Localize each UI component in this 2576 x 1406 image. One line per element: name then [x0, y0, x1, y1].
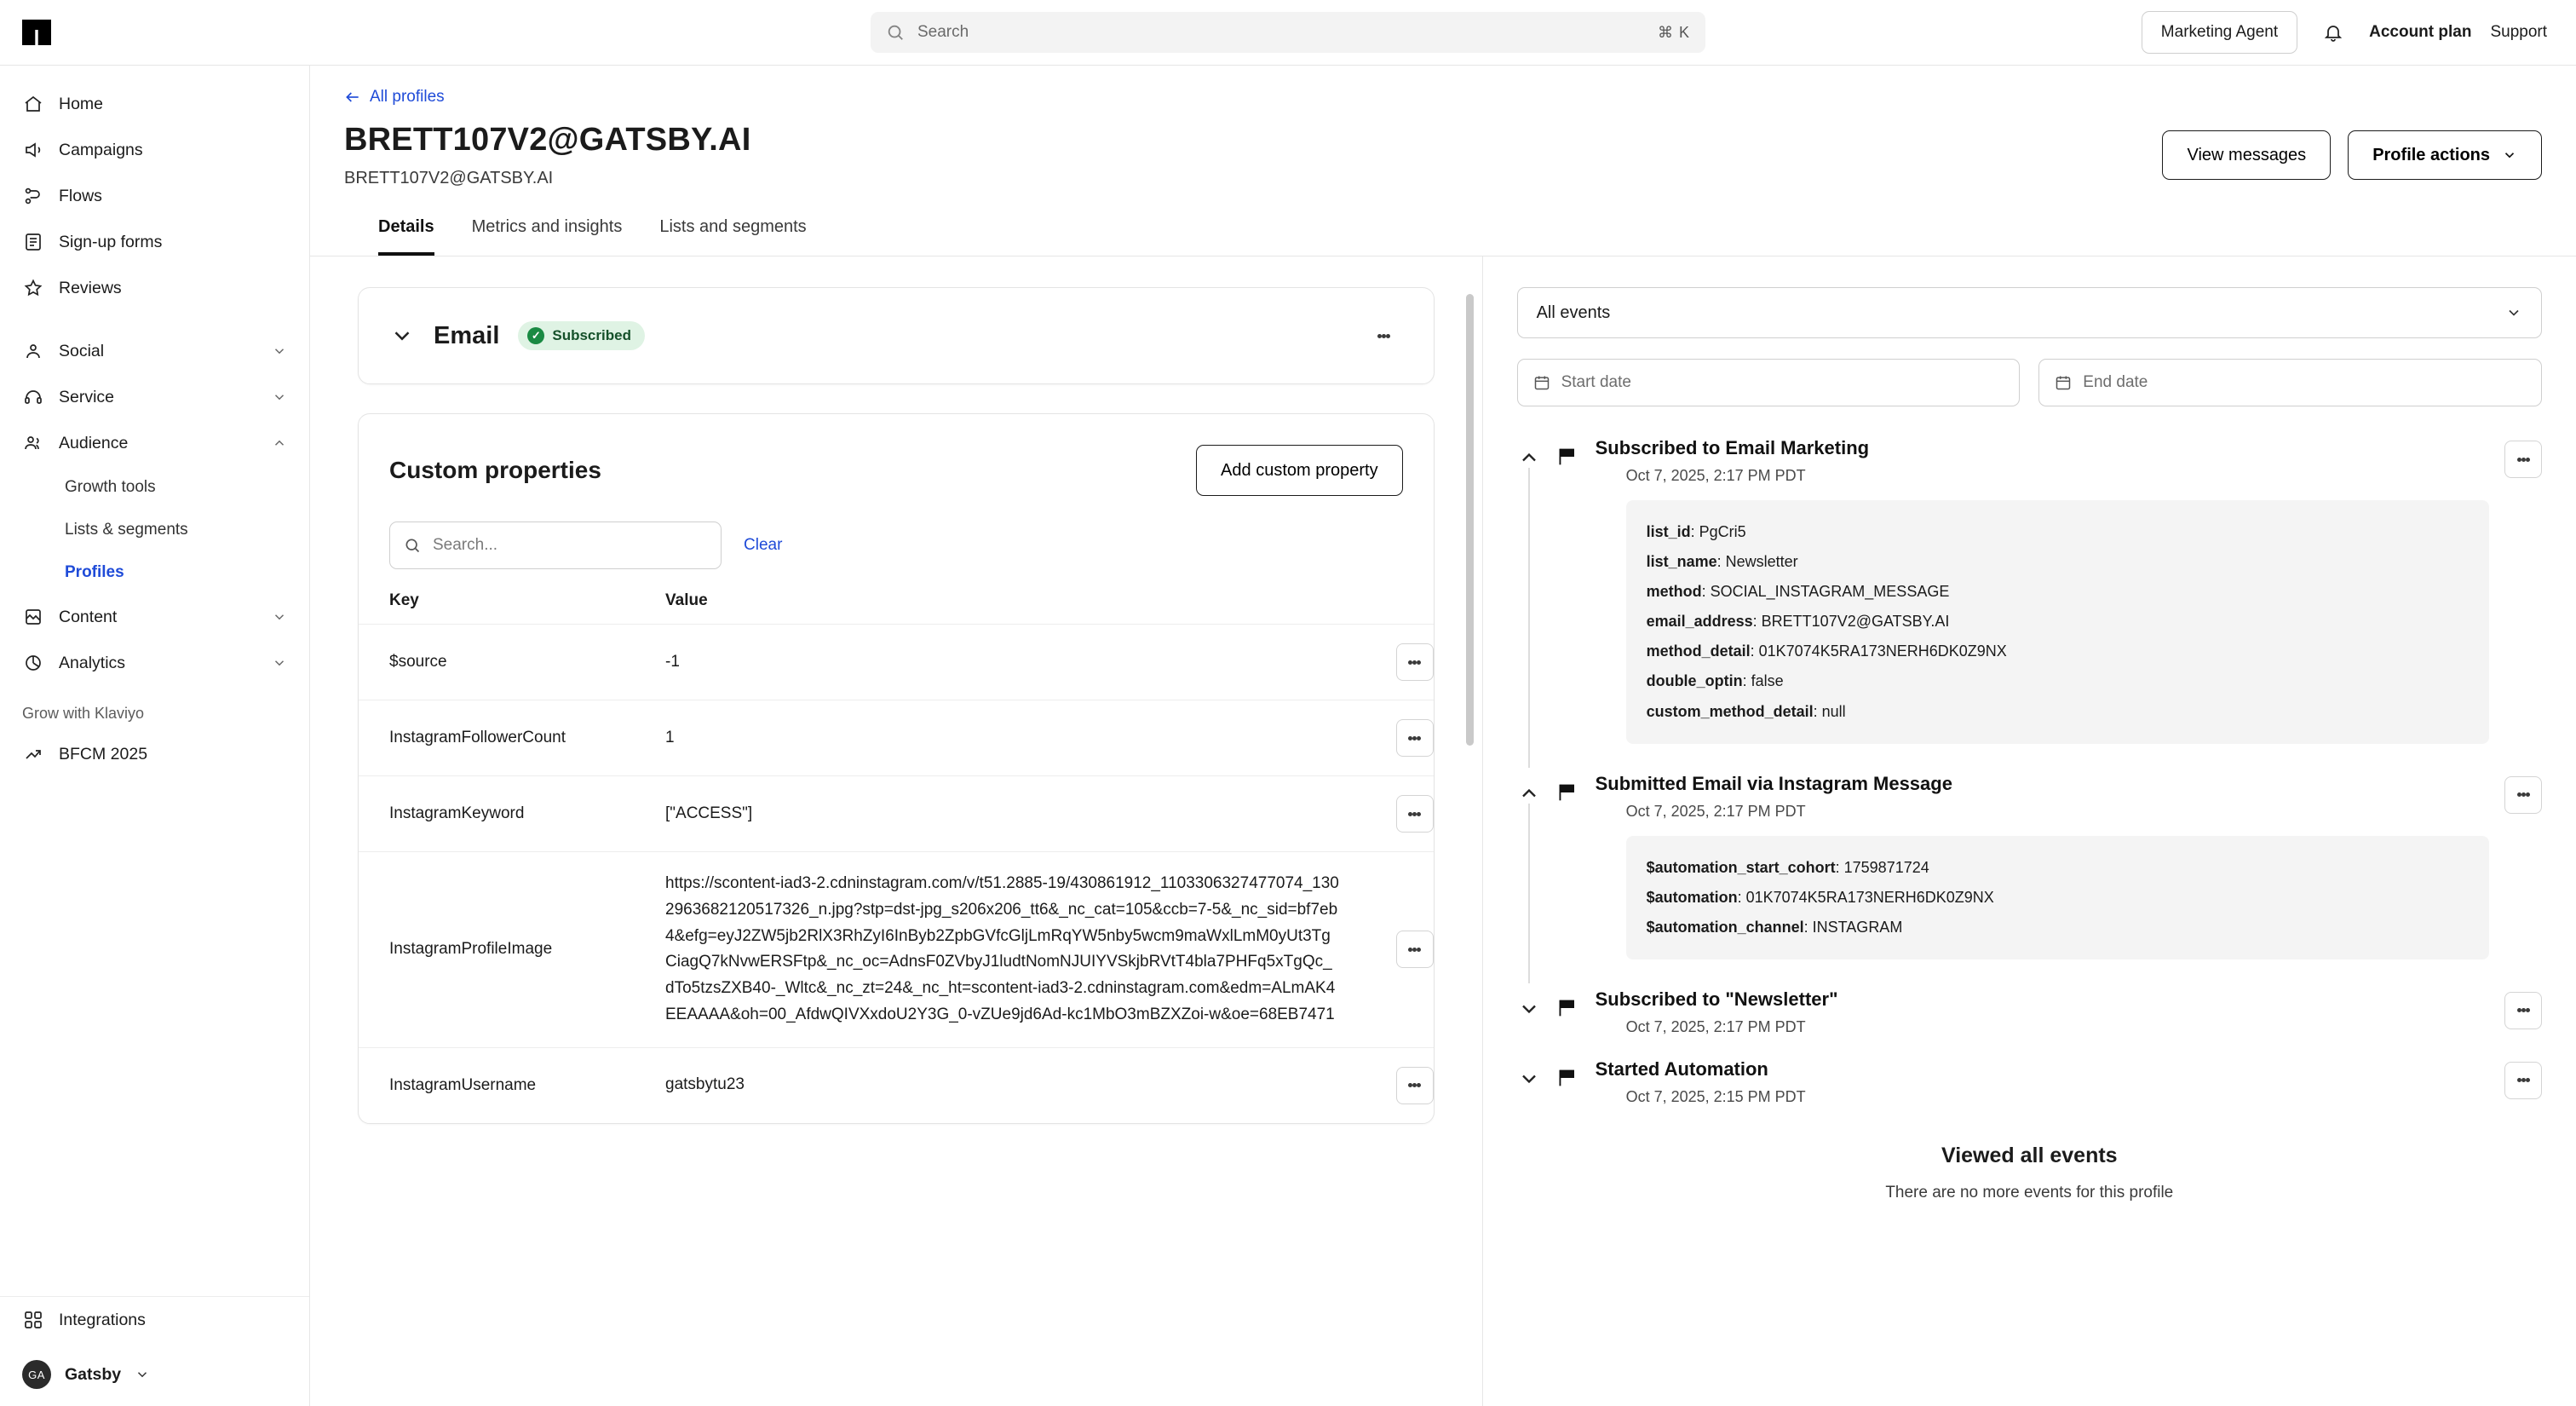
detail-value: null: [1821, 702, 1846, 720]
sidebar-label: Campaigns: [59, 140, 143, 159]
chevron-down-icon: [2505, 304, 2522, 321]
check-icon: ✓: [527, 327, 544, 344]
title-row: [344, 122, 2542, 188]
timeline-event-kebab-menu[interactable]: [2504, 1062, 2542, 1099]
sidebar-label: Content: [59, 607, 118, 626]
search-icon: [886, 23, 905, 42]
row-actions-cell: [1340, 625, 1434, 700]
row-actions-cell: [1340, 776, 1434, 852]
detail-line: email_address: BRETT107V2@GATSBY.AI: [1646, 613, 1950, 631]
table-body: [359, 625, 1434, 1123]
timeline-rail: [1528, 804, 1530, 983]
detail-line: $automation: 01K7074K5RA173NERH6DK0Z9NX: [1646, 888, 1994, 906]
email-card-menu-wrap: [1366, 317, 1403, 354]
top-bar: [0, 0, 2576, 66]
body: [0, 66, 2576, 1406]
timeline-event-time: Oct 7, 2025, 2:17 PM PDT: [1625, 1017, 1806, 1035]
sidebar-item-home[interactable]: [0, 81, 309, 127]
table-head: [359, 591, 1434, 625]
custom-properties-search[interactable]: [389, 521, 722, 569]
timeline-event-kebab-menu[interactable]: [2504, 776, 2542, 814]
chevron-down-icon: [272, 609, 287, 625]
timeline-event-title: Submitted Email via Instagram Message: [1595, 772, 1952, 794]
sidebar: [0, 66, 310, 1406]
custom-properties-search-row: [359, 496, 1434, 569]
title-block: [344, 122, 750, 188]
sidebar-item-bfcm-2025[interactable]: [0, 731, 309, 777]
flag-icon: [1556, 445, 1580, 469]
property-value: -1: [665, 625, 1340, 700]
sidebar-label: Sign-up forms: [59, 232, 163, 251]
column-header-value: Value: [665, 591, 708, 609]
sidebar-group-analytics[interactable]: [0, 640, 309, 686]
detail-value: PgCri5: [1699, 523, 1746, 540]
search-input[interactable]: [916, 22, 1658, 43]
end-date-placeholder: End date: [2083, 373, 2148, 391]
timeline-event: [1517, 773, 2542, 988]
view-messages-button[interactable]: [2162, 130, 2331, 180]
detail-key: $automation_channel: [1646, 918, 1804, 936]
view-messages-label: View messages: [2187, 145, 2307, 164]
detail-value: INSTAGRAM: [1812, 918, 1903, 936]
grow-with-klaviyo-label: Grow with Klaviyo: [22, 705, 145, 722]
integrations-icon: [22, 1309, 44, 1331]
timeline-event-title: Started Automation: [1595, 1057, 1768, 1080]
timeline-event-body: [1596, 988, 2489, 1036]
global-search[interactable]: [871, 12, 1705, 53]
bell-icon: [2323, 22, 2343, 43]
details-scrollbar[interactable]: [1466, 294, 1474, 746]
chevron-down-icon: [272, 389, 287, 405]
main-content: [310, 66, 2576, 1406]
page-title: BRETT107V2@GATSBY.AI: [344, 122, 751, 158]
profile-header: [310, 66, 2576, 256]
sidebar-item-lists-segments[interactable]: [0, 509, 309, 551]
detail-line: double_optin: false: [1646, 672, 1784, 690]
detail-line: method: SOCIAL_INSTAGRAM_MESSAGE: [1646, 583, 1950, 601]
row-kebab-menu[interactable]: [1396, 795, 1434, 833]
detail-key: method_detail: [1646, 642, 1751, 660]
flows-icon: [22, 185, 44, 207]
account-switcher[interactable]: [0, 1343, 309, 1406]
timeline-event-time: Oct 7, 2025, 2:17 PM PDT: [1625, 802, 1806, 820]
sidebar-label: Service: [59, 387, 115, 406]
search-shortcut: ⌘ K: [1657, 23, 1690, 41]
campaigns-icon: [22, 139, 44, 161]
sidebar-item-profiles[interactable]: [0, 551, 309, 594]
column-header-actions: [1340, 591, 1434, 625]
calendar-icon: [1533, 374, 1550, 391]
row-actions-cell: [1340, 700, 1434, 776]
tab-metrics-and-insights[interactable]: Metrics and insights: [471, 217, 623, 236]
custom-properties-table: [359, 591, 1434, 1123]
chevron-down-icon: [272, 343, 287, 359]
timeline-event-body: [1596, 437, 2489, 768]
analytics-icon: [22, 652, 44, 674]
chevron-up-icon[interactable]: [1517, 446, 1541, 470]
flag-icon: [1556, 781, 1580, 804]
sidebar-label: Reviews: [59, 278, 122, 297]
property-value: gatsbytu23: [665, 1047, 1340, 1123]
reviews-icon: [22, 277, 44, 299]
detail-value: 01K7074K5RA173NERH6DK0Z9NX: [1758, 642, 2007, 660]
table-row: [359, 776, 1434, 852]
clear-search-link[interactable]: Clear: [744, 536, 783, 554]
email-channel-label: Email: [434, 321, 500, 349]
detail-value: Newsletter: [1725, 553, 1798, 571]
table-row: [359, 1047, 1434, 1123]
profile-tabs: [344, 188, 2542, 256]
add-custom-property-button[interactable]: Add custom property: [1196, 445, 1403, 496]
service-icon: [22, 386, 44, 408]
forms-icon: [22, 231, 44, 253]
row-actions-cell: [1340, 1047, 1434, 1123]
calendar-icon: [2055, 374, 2072, 391]
trend-up-icon: [22, 743, 44, 765]
timeline-event: [1517, 437, 2542, 773]
detail-line: list_name: Newsletter: [1646, 553, 1798, 571]
detail-line: custom_method_detail: null: [1646, 702, 1846, 720]
viewed-all-events-title: Viewed all events: [1941, 1143, 2118, 1167]
chevron-down-icon: [2502, 147, 2517, 163]
chevron-down-icon: [135, 1367, 150, 1382]
sidebar-label: Analytics: [59, 653, 126, 672]
event-timeline: [1517, 437, 2542, 1202]
sidebar-sub-label: Growth tools: [65, 478, 156, 496]
back-to-all-profiles-link[interactable]: [344, 88, 445, 107]
timeline-event-details: [1626, 836, 2489, 959]
detail-key: $automation: [1646, 888, 1738, 906]
klaviyo-logo-icon[interactable]: [22, 20, 51, 45]
tab-details[interactable]: Details: [378, 217, 434, 256]
property-key: InstagramProfileImage: [359, 852, 665, 1048]
table-header-row: [359, 591, 1434, 625]
email-channel-card: [358, 287, 1435, 384]
activity-panel: [1483, 256, 2576, 1406]
sidebar-item-campaigns[interactable]: [0, 127, 309, 173]
sidebar-bottom: [0, 1296, 309, 1406]
profile-actions-label: Profile actions: [2372, 145, 2490, 164]
sidebar-label: Social: [59, 341, 105, 360]
sidebar-label: Flows: [59, 186, 102, 205]
arrow-left-icon: [344, 89, 361, 106]
viewed-all-events-sub: There are no more events for this profile: [1885, 1183, 2174, 1201]
timeline-event: [1517, 988, 2542, 1058]
sidebar-label: BFCM 2025: [59, 744, 148, 764]
column-header-key: Key: [389, 591, 419, 609]
search-icon: [404, 537, 421, 554]
property-value: https://scontent-iad3-2.cdninstagram.com/v/t51.2885-19/430861912_1103306327477074_1302963682120517326_n.jpg?stp=dst-jpg_s206x206_tt6&_nc_cat=105&ccb=7-5&_nc_sid=bf7eb4&efg=eyJ2ZW5jb2RlX3RhZyI6InByb2ZpbGVfcGljLmRqYW5nby5wcm9maWxlLmM0yUt3TgCiagQ7kNvwERSFtp&_nc_oc=AdnsF0ZVbyJ1ludtNomNJUIYVSkjbRVtT4bla7PHFq5xTgQc_dTo5tzsZXB40-_Wltc&_nc_zt=24&_nc_ht=scontent-iad3-2.cdninstagram.com&edm=ALmAK4EEAAAA&oh=00_AfdwQIVXxdoU2Y3G_0-vZUe9jd6Ad-kc1MbO3mBZXZoi-w&oe=68EB7471: [665, 852, 1340, 1048]
property-value: 1: [665, 700, 1340, 776]
email-card-kebab-menu[interactable]: [1366, 317, 1403, 354]
property-value: ["ACCESS"]: [665, 776, 1340, 852]
sidebar-item-reviews[interactable]: [0, 265, 309, 311]
timeline-event-kebab-menu[interactable]: [2504, 992, 2542, 1029]
custom-properties-card: [358, 413, 1435, 1124]
detail-key: list_name: [1646, 553, 1717, 571]
chevron-down-icon[interactable]: [1517, 1067, 1541, 1091]
timeline-event-body: [1596, 773, 2489, 983]
table-row: [359, 625, 1434, 700]
timeline-event-title: Subscribed to "Newsletter": [1595, 988, 1838, 1010]
flag-icon: [1556, 1066, 1580, 1090]
avatar: GA: [22, 1360, 51, 1389]
property-key: InstagramUsername: [359, 1047, 665, 1123]
row-actions-cell: [1340, 852, 1434, 1048]
sidebar-group-service[interactable]: [0, 374, 309, 420]
timeline-end-message: [1517, 1144, 2542, 1202]
timeline-event-time: Oct 7, 2025, 2:15 PM PDT: [1625, 1087, 1806, 1105]
details-panel: [310, 256, 1483, 1406]
property-key: InstagramKeyword: [359, 776, 665, 852]
property-key: InstagramFollowerCount: [359, 700, 665, 776]
end-date-field[interactable]: [2038, 359, 2542, 406]
custom-properties-header: [359, 414, 1434, 496]
detail-value: 01K7074K5RA173NERH6DK0Z9NX: [1745, 888, 1994, 906]
status-badge-label: Subscribed: [552, 327, 631, 343]
audience-icon: [22, 432, 44, 454]
timeline-rail: [1528, 468, 1530, 768]
row-kebab-menu[interactable]: [1396, 1067, 1434, 1104]
account-plan-link[interactable]: Account plan: [2369, 23, 2472, 41]
timeline-event-body: [1596, 1058, 2489, 1106]
flag-icon: [1556, 996, 1580, 1020]
table-row: [359, 852, 1434, 1048]
chevron-down-icon[interactable]: [1517, 997, 1541, 1021]
account-name: Gatsby: [65, 1364, 122, 1384]
content-split: [310, 256, 2576, 1406]
chevron-up-icon[interactable]: [1517, 781, 1541, 805]
sidebar-sub-label: Profiles: [65, 563, 124, 581]
timeline-event: [1517, 1058, 2542, 1115]
detail-key: $automation_start_cohort: [1646, 858, 1836, 876]
detail-key: list_id: [1646, 523, 1691, 540]
detail-key: method: [1646, 583, 1702, 601]
back-link-label: All profiles: [370, 88, 445, 106]
social-icon: [22, 340, 44, 362]
chevron-down-icon[interactable]: [389, 323, 415, 349]
detail-value: 1759871724: [1843, 858, 1929, 876]
event-filter-select[interactable]: [1517, 287, 2542, 338]
row-kebab-menu[interactable]: [1396, 719, 1434, 757]
content-icon: [22, 606, 44, 628]
date-range-row: [1517, 359, 2542, 406]
detail-line: method_detail: 01K7074K5RA173NERH6DK0Z9NX: [1646, 642, 2007, 660]
chevron-up-icon: [272, 435, 287, 451]
timeline-event-kebab-menu[interactable]: [2504, 441, 2542, 478]
status-badge: [518, 321, 645, 350]
property-key: $source: [359, 625, 665, 700]
sidebar-label: Audience: [59, 433, 129, 452]
support-link[interactable]: Support: [2490, 23, 2547, 41]
table-row: [359, 700, 1434, 776]
tab-lists-and-segments[interactable]: Lists and segments: [659, 217, 807, 236]
timeline-event-details: [1626, 500, 2489, 744]
detail-key: double_optin: [1646, 672, 1743, 690]
start-date-field[interactable]: [1517, 359, 2021, 406]
page-subtitle: BRETT107V2@GATSBY.AI: [344, 169, 554, 187]
detail-key: email_address: [1646, 613, 1753, 631]
chevron-down-icon: [272, 655, 287, 671]
row-kebab-menu[interactable]: [1396, 643, 1434, 681]
detail-value: SOCIAL_INSTAGRAM_MESSAGE: [1710, 583, 1950, 601]
event-filter-label: All events: [1536, 303, 1611, 322]
sidebar-item-integrations[interactable]: [0, 1297, 309, 1343]
sidebar-item-growth-tools[interactable]: [0, 466, 309, 509]
sidebar-group-social[interactable]: [0, 328, 309, 374]
marketing-agent-button[interactable]: [2142, 11, 2297, 54]
profile-actions-button[interactable]: [2348, 130, 2542, 180]
header-actions: [2162, 122, 2542, 180]
timeline-event-title: Subscribed to Email Marketing: [1595, 437, 1870, 458]
sidebar-item-signup-forms[interactable]: [0, 219, 309, 265]
sidebar-group-audience[interactable]: [0, 420, 309, 466]
custom-properties-search-input[interactable]: [431, 535, 707, 556]
sidebar-item-flows[interactable]: [0, 173, 309, 219]
detail-key: custom_method_detail: [1646, 702, 1814, 720]
marketing-agent-label: Marketing Agent: [2160, 23, 2279, 41]
custom-properties-title: Custom properties: [389, 457, 601, 483]
top-bar-actions: [2142, 11, 2547, 54]
detail-value: BRETT107V2@GATSBY.AI: [1761, 613, 1950, 631]
timeline-event-time: Oct 7, 2025, 2:17 PM PDT: [1625, 467, 1806, 484]
sidebar-label: Home: [59, 94, 104, 113]
sidebar-divider-gap: [0, 311, 309, 328]
sidebar-group-content[interactable]: [0, 594, 309, 640]
row-kebab-menu[interactable]: [1396, 931, 1434, 968]
notifications-button[interactable]: [2316, 15, 2350, 49]
detail-line: list_id: PgCri5: [1646, 523, 1746, 540]
detail-value: false: [1751, 672, 1784, 690]
detail-line: $automation_start_cohort: 1759871724: [1646, 858, 1929, 876]
sidebar-label: Integrations: [59, 1310, 146, 1329]
home-icon: [22, 93, 44, 115]
sidebar-sub-label: Lists & segments: [65, 521, 188, 539]
start-date-placeholder: Start date: [1561, 373, 1631, 391]
detail-line: $automation_channel: INSTAGRAM: [1646, 918, 1903, 936]
